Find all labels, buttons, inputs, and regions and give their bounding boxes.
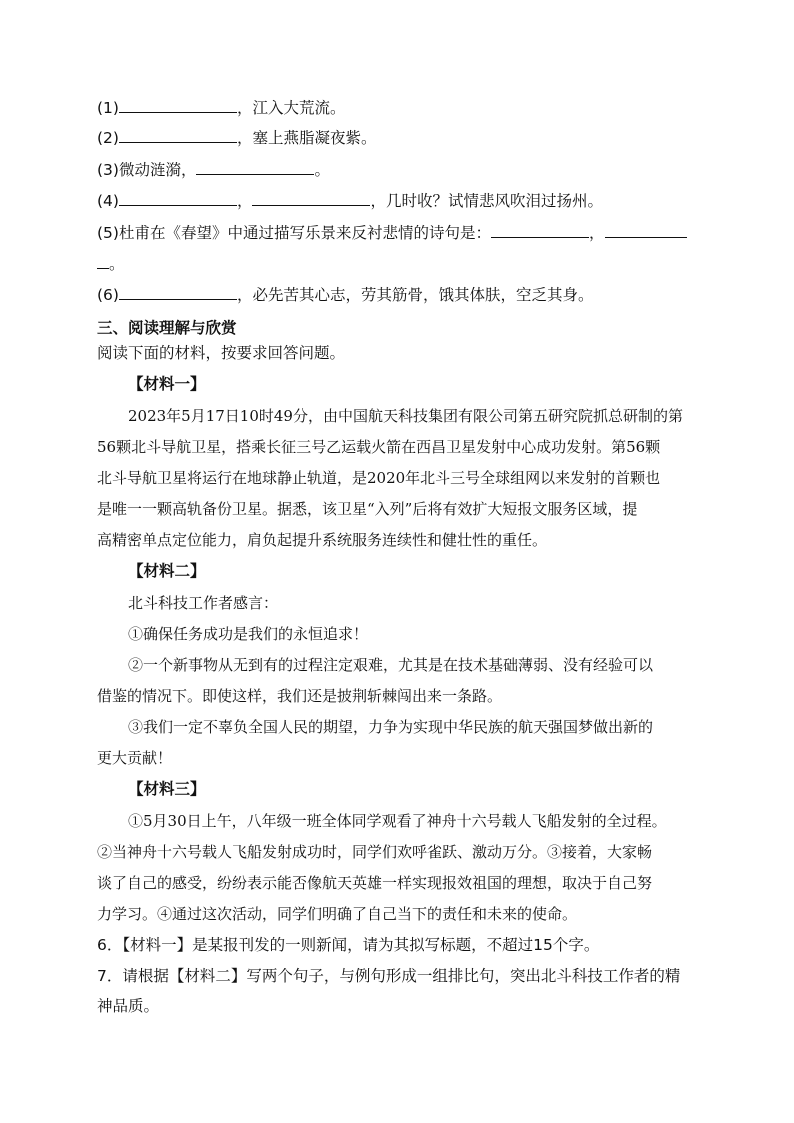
- material1-line: 北斗导航卫星将运行在地球静止轨道，是2020年北斗三号全球组网以来发射的首颗也: [97, 469, 661, 487]
- question-number: (6): [97, 286, 119, 304]
- question-number: (2): [97, 129, 119, 147]
- material1-title: 【材料一】: [128, 375, 206, 393]
- fill-blank-2: [97, 128, 376, 148]
- material2-line: 北斗科技工作者感言：: [128, 594, 279, 612]
- section-title: 三、阅读理解与欣赏: [97, 319, 237, 337]
- material2-line: ②一个新事物从无到有的过程注定艰难，尤其是在技术基础薄弱、没有经验可以: [128, 656, 654, 674]
- answer-blank[interactable]: [119, 128, 237, 143]
- answer-blank[interactable]: [491, 223, 589, 238]
- material3-line: ①5月30日上午，八年级一班全体同学观看了神舟十六号载人飞船发射的全过程。: [128, 812, 667, 830]
- fill-blank-5-continued: [97, 254, 125, 274]
- question-number: (1): [97, 99, 119, 117]
- material3-title: 【材料三】: [128, 780, 206, 798]
- question-text: ，: [236, 192, 253, 210]
- fill-blank-1: [97, 98, 345, 118]
- question-number: (4): [97, 192, 119, 210]
- question-text: ，必先苦其心志，劳其筋骨，饿其体肤，空乏其身。: [236, 286, 594, 304]
- question-text: ，江入大荒流。: [236, 99, 346, 117]
- fill-blank-5: [97, 223, 687, 243]
- material1-line: 高精密单点定位能力，肩负起提升系统服务连续性和健壮性的重任。: [97, 531, 548, 549]
- answer-blank[interactable]: [605, 223, 687, 238]
- answer-blank[interactable]: [119, 98, 237, 113]
- answer-blank[interactable]: [97, 254, 109, 269]
- section-intro: 阅读下面的材料，按要求回答问题。: [97, 344, 346, 362]
- answer-blank[interactable]: [119, 285, 237, 300]
- question-7-line2: 神品质。: [97, 997, 160, 1015]
- fill-blank-3: [97, 160, 330, 180]
- question-7-line1: 7．请根据【材料二】写两个句子，与例句形成一组排比句，突出北斗科技工作者的精: [97, 967, 681, 985]
- question-text: ，几时收？试情悲风吹泪过扬州。: [370, 192, 603, 210]
- material3-line: 力学习。④通过这次活动，同学们明确了自己当下的责任和未来的使命。: [97, 905, 578, 923]
- question-number: (3): [97, 161, 119, 179]
- material2-line: 更大贡献！: [97, 749, 173, 767]
- answer-blank[interactable]: [252, 191, 370, 206]
- fill-blank-6: [97, 285, 593, 305]
- question-number: (5): [97, 224, 119, 242]
- material2-line: ③我们一定不辜负全国人民的期望，力争为实现中华民族的航天强国梦做出新的: [128, 718, 654, 736]
- fill-blank-4: [97, 191, 603, 211]
- question-text: 。: [109, 255, 125, 273]
- question-text: ，塞上燕脂凝夜紫。: [236, 129, 377, 147]
- material2-line: ①确保任务成功是我们的永恒追求！: [128, 625, 369, 643]
- question-text: 。: [314, 161, 330, 179]
- material2-title: 【材料二】: [128, 562, 206, 580]
- answer-blank[interactable]: [196, 160, 314, 175]
- question-text: 杜甫在《春望》中通过描写乐景来反衬悲情的诗句是：: [118, 224, 491, 242]
- question-6: 6．【材料一】是某报刊发的一则新闻，请为其拟写标题，不超过15个字。: [97, 936, 600, 954]
- answer-blank[interactable]: [119, 191, 237, 206]
- material1-line: 是唯一一颗高轨备份卫星。据悉，该卫星“入列”后将有效扩大短报文服务区域，提: [97, 500, 638, 518]
- material1-line: 2023年5月17日10时49分，由中国航天科技集团有限公司第五研究院抓总研制的第: [128, 407, 683, 425]
- material3-line: ②当神舟十六号载人飞船发射成功时，同学们欢呼雀跃、激动万分。③接着，大家畅: [97, 843, 653, 861]
- question-text: ，: [588, 224, 605, 242]
- question-text: 微动涟漪，: [118, 161, 197, 179]
- material2-line: 借鉴的情况下。即使这样，我们还是披荆斩棘闯出来一条路。: [97, 687, 503, 705]
- material1-line: 56颗北斗导航卫星，搭乘长征三号乙运载火箭在西昌卫星发射中心成功发射。第56颗: [97, 438, 661, 456]
- material3-line: 谈了自己的感受，纷纷表示能否像航天英雄一样实现报效祖国的理想，取决于自己努: [97, 874, 653, 892]
